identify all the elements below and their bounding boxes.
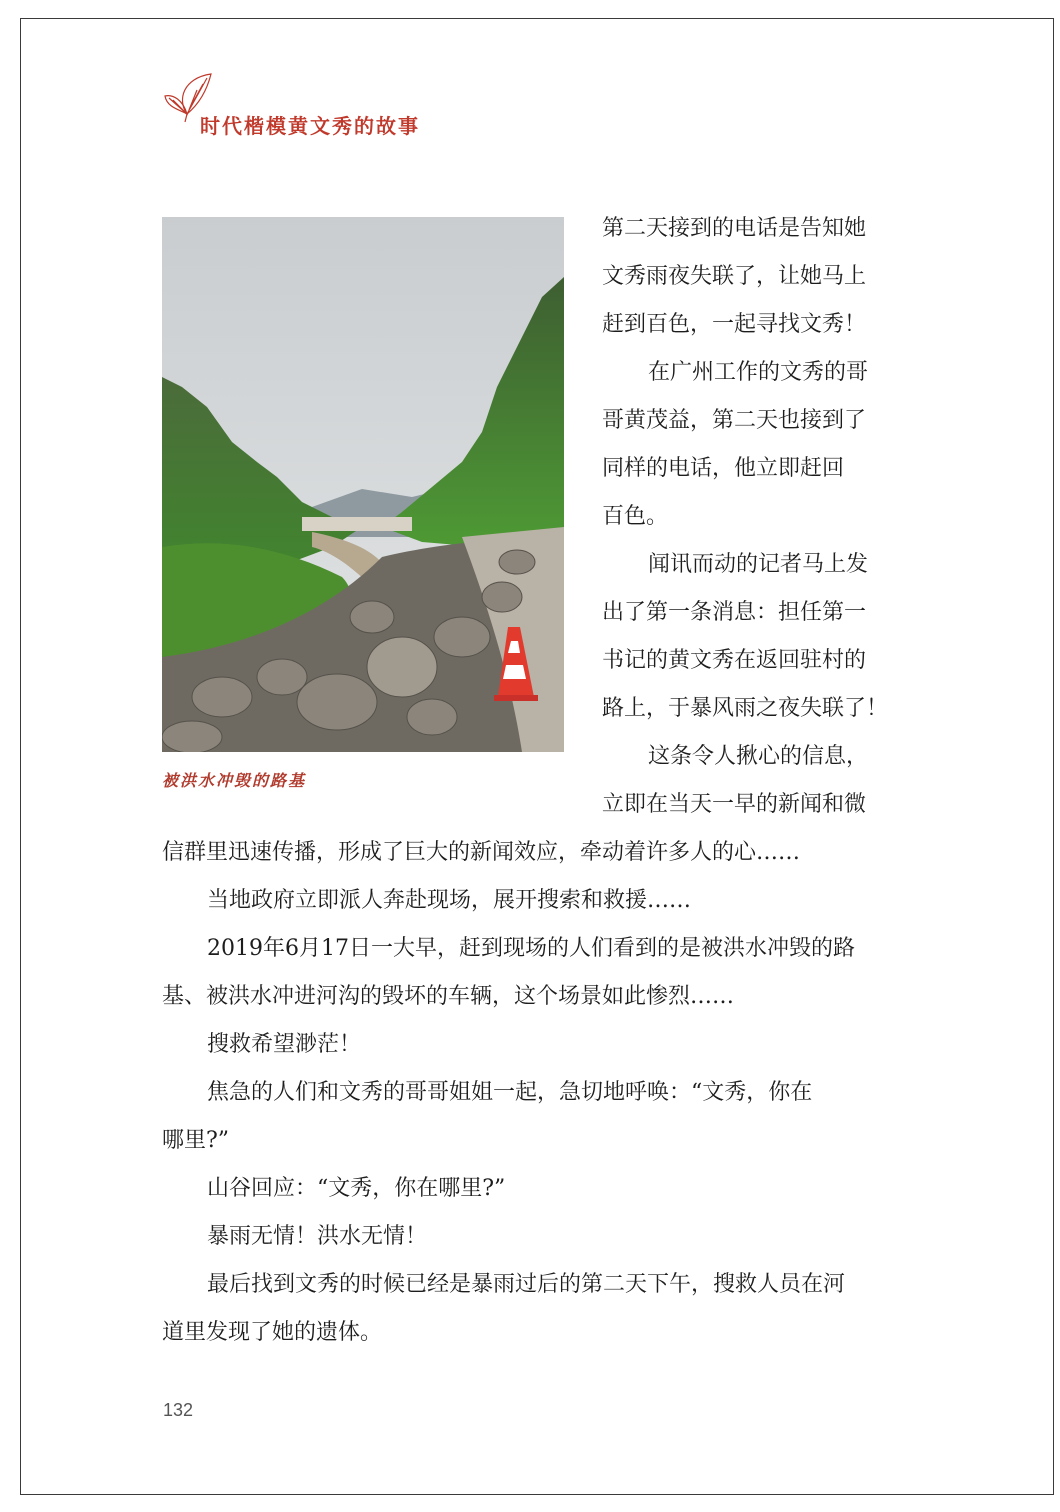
line-text: 闻讯而动的记者马上发 <box>648 552 869 577</box>
line-text: 在广州工作的文秀的哥 <box>648 360 869 385</box>
line-text: 哪里?” <box>162 1128 230 1153</box>
line-text: 哥黄茂益，第二天也接到了 <box>602 408 867 433</box>
line-text: 暴雨无情！洪水无情！ <box>207 1224 428 1249</box>
line-text: 出了第一条消息：担任第一 <box>602 600 867 625</box>
page-number: 132 <box>163 1400 194 1420</box>
line-text: 路上，于暴风雨之夜失联了！ <box>602 696 889 721</box>
body-line-13 <box>602 790 894 820</box>
body-line-18 <box>207 1030 939 1060</box>
body-line-1 <box>602 214 894 244</box>
body-line-16 <box>207 934 939 964</box>
body-line-9 <box>602 598 894 628</box>
line-text: 百色。 <box>602 504 669 529</box>
body-line-15 <box>207 886 939 916</box>
body-line-5 <box>602 406 894 436</box>
body-line-17 <box>162 982 894 1012</box>
body-line-14 <box>162 838 894 868</box>
body-line-10 <box>602 646 894 676</box>
body-line-24 <box>162 1318 894 1348</box>
body-line-2 <box>602 262 894 292</box>
line-text: 第二天接到的电话是告知她 <box>602 216 867 241</box>
line-text: 文秀雨夜失联了，让她马上 <box>602 264 867 289</box>
body-line-22 <box>207 1222 939 1252</box>
line-text: 搜救希望渺茫！ <box>207 1032 362 1057</box>
body-line-6 <box>602 454 894 484</box>
line-text: 山谷回应：“文秀，你在哪里?” <box>207 1176 506 1201</box>
line-text: 当地政府立即派人奔赴现场，展开搜索和救援…… <box>207 888 692 913</box>
flood-road-photo <box>162 217 564 752</box>
line-text: 2019年6月17日一大早，赶到现场的人们看到的是被洪水冲毁的路 <box>207 936 855 961</box>
running-header <box>163 70 463 140</box>
line-text: 信群里迅速传播，形成了巨大的新闻效应，牵动着许多人的心…… <box>162 840 801 865</box>
line-text: 这条令人揪心的信息， <box>648 744 869 769</box>
body-line-19 <box>207 1078 939 1108</box>
body-line-12 <box>648 742 940 772</box>
body-line-21 <box>207 1174 939 1204</box>
photo-caption: 被洪水冲毁的路基 <box>162 771 307 790</box>
body-line-8 <box>648 550 940 580</box>
body-line-4 <box>648 358 940 388</box>
body-line-20 <box>162 1126 894 1156</box>
body-line-3 <box>602 310 894 340</box>
body-line-23 <box>207 1270 939 1300</box>
line-text: 同样的电话，他立即赶回 <box>602 456 845 481</box>
line-text: 书记的黄文秀在返回驻村的 <box>602 648 867 673</box>
body-line-11 <box>602 694 894 724</box>
running-title: 时代楷模黄文秀的故事 <box>200 114 420 138</box>
line-text: 道里发现了她的遗体。 <box>162 1320 383 1345</box>
line-text: 赶到百色，一起寻找文秀！ <box>602 312 867 337</box>
line-text: 焦急的人们和文秀的哥哥姐姐一起，急切地呼唤：“文秀，你在 <box>207 1080 813 1105</box>
line-text: 基、被洪水冲进河沟的毁坏的车辆，这个场景如此惨烈…… <box>162 984 735 1009</box>
line-text: 立即在当天一早的新闻和微 <box>602 792 867 817</box>
line-text: 最后找到文秀的时候已经是暴雨过后的第二天下午，搜救人员在河 <box>207 1272 846 1297</box>
body-line-7 <box>602 502 894 532</box>
